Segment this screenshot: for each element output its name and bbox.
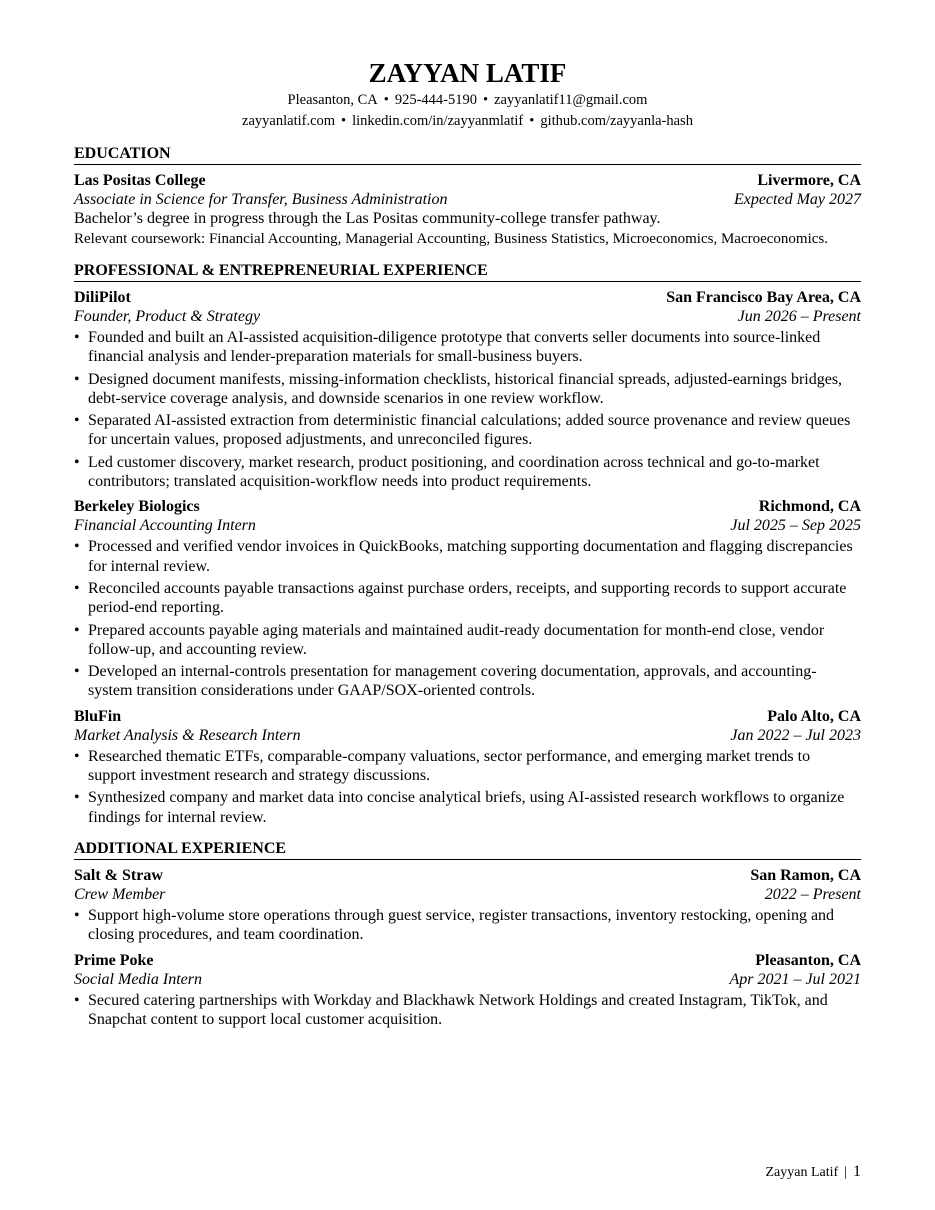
bullet-text: Reconciled accounts payable transactions against purchase orders, receipts, and supporting records to support accurate period-end reporting.: [88, 579, 847, 617]
bullet-list: [74, 328, 861, 491]
bullet-separator: •: [383, 92, 389, 108]
contact-phone: 925-444-5190: [394, 92, 478, 108]
entry-organization: Las Positas College: [74, 172, 206, 189]
entry-role: Market Analysis & Research Intern: [74, 726, 301, 744]
entry-role: Social Media Intern: [74, 970, 202, 988]
bullet-item: [74, 411, 861, 450]
section-title: ADDITIONAL EXPERIENCE: [74, 839, 861, 860]
entry-location: Pleasanton, CA: [755, 951, 861, 969]
entry-header: [74, 288, 861, 307]
entry-dates: Jul 2025 – Sep 2025: [730, 517, 861, 535]
section: [74, 261, 861, 827]
bullet-dot-icon: •: [74, 329, 80, 346]
bullet-dot-icon: •: [74, 663, 80, 681]
entry-header: [74, 171, 861, 190]
bullet-dot-icon: •: [74, 621, 80, 639]
footer-divider: |: [844, 1165, 847, 1180]
bullet-item: [74, 788, 861, 827]
bullet-dot-icon: •: [74, 538, 80, 556]
contact-line-1: [74, 90, 861, 111]
entry: [74, 171, 861, 249]
entry-subheader: [74, 970, 861, 989]
contact-email[interactable]: zayyanlatif11@gmail.com: [494, 92, 648, 108]
bullet-list: [74, 537, 861, 700]
entry: [74, 866, 861, 945]
entry-dates: Apr 2021 – Jul 2021: [729, 970, 861, 988]
entry-location: Palo Alto, CA: [767, 707, 861, 725]
entry-dates: Jan 2022 – Jul 2023: [730, 726, 861, 744]
bullet-text: Support high-volume store operations through guest service, register transactions, inventory restocking, opening and closing procedures, and team coordination.: [88, 906, 835, 944]
bullet-text: Led customer discovery, market research, product positioning, and coordination across technical and go-to-market contributors; translated acquisition-workflow needs into product requirements.: [88, 453, 820, 491]
bullet-list: [74, 906, 861, 945]
bullet-separator: •: [341, 113, 347, 129]
bullet-item: [74, 453, 861, 492]
entry-subheader: [74, 885, 861, 904]
entry-subheader: [74, 726, 861, 745]
bullet-list: [74, 747, 861, 827]
bullet-item: [74, 662, 861, 701]
entry-role: Founder, Product & Strategy: [74, 308, 261, 325]
bullet-dot-icon: •: [74, 370, 80, 388]
contact-line-2: [74, 111, 861, 132]
bullet-text: Prepared accounts payable aging materials and maintained audit-ready documentation for month-end close, vendor follow-up, and accounting review.: [88, 621, 825, 658]
entry: [74, 951, 861, 1030]
bullet-text: Secured catering partnerships with Workday and Blackhawk Network Holdings and created Instagram, TikTok, and Snapchat content to support local customer acquisition.: [88, 991, 828, 1028]
entry-header: [74, 866, 861, 885]
entry-dates: Jun 2026 – Present: [737, 308, 861, 325]
entry-organization: BluFin: [74, 707, 122, 725]
page-footer: [766, 1162, 862, 1183]
page-number: 1: [853, 1163, 861, 1180]
bullet-dot-icon: •: [74, 789, 80, 807]
bullet-separator: •: [529, 113, 535, 129]
entry-subheader: [74, 516, 861, 535]
resume-page: [74, 56, 861, 1035]
entry: [74, 288, 861, 491]
entry-role: Associate in Science for Transfer, Business Administration: [74, 191, 448, 208]
entry-role: Financial Accounting Intern: [74, 517, 256, 535]
bullet-text: Researched thematic ETFs, comparable-company valuations, sector performance, and emerging market trends to support investment research and strategy discussions.: [88, 747, 811, 785]
contact-website[interactable]: zayyanlatif.com: [242, 113, 336, 129]
entry-organization: DiliPilot: [74, 289, 131, 306]
entry-organization: Prime Poke: [74, 951, 154, 969]
entry-detail-line: Bachelor’s degree in progress through the Las Positas community-college transfer pathway.: [74, 210, 661, 227]
bullet-text: Developed an internal-controls presentation for management covering documentation, approvals, and accounting-system transition considerations under GAAP/SOX-oriented controls.: [88, 663, 817, 700]
bullet-text: Designed document manifests, missing-information checklists, historical financial spreads, adjusted-earnings bridges, debt-service coverage analysis, and downside scenarios in one review workflow.: [88, 370, 843, 407]
entry-organization: Berkeley Biologics: [74, 498, 200, 516]
bullet-item: [74, 747, 861, 786]
entry: [74, 707, 861, 827]
entry-location: San Ramon, CA: [750, 866, 861, 884]
bullet-item: [74, 579, 861, 618]
bullet-item: [74, 328, 861, 367]
candidate-name: ZAYYAN LATIF: [368, 58, 567, 88]
entry-location: Livermore, CA: [757, 172, 861, 189]
bullet-item: [74, 370, 861, 409]
bullet-item: [74, 621, 861, 660]
section-title: PROFESSIONAL & ENTREPRENEURIAL EXPERIENCE: [74, 261, 861, 282]
contact-linkedin[interactable]: linkedin.com/in/zayyanmlatif: [352, 113, 524, 129]
bullet-dot-icon: •: [74, 747, 80, 765]
bullet-item: [74, 991, 861, 1030]
section: [74, 144, 861, 249]
section-title: EDUCATION: [74, 144, 861, 165]
entry-subheader: [74, 190, 861, 209]
bullet-text: Separated AI-assisted extraction from deterministic financial calculations; added source provenance and review queues for uncertain values, proposed adjustments, and unreconciled figures.: [88, 412, 851, 449]
bullet-item: [74, 906, 861, 945]
entry-location: San Francisco Bay Area, CA: [666, 289, 861, 306]
entry-header: [74, 951, 861, 970]
bullet-text: Synthesized company and market data into concise analytical briefs, using AI-assisted research workflows to organize findings for internal review.: [88, 789, 845, 826]
entry-location: Richmond, CA: [758, 498, 861, 516]
entry: [74, 497, 861, 700]
bullet-text: Processed and verified vendor invoices in QuickBooks, matching supporting documentation and flagging discrepancies for internal review.: [88, 538, 853, 575]
entry-dates: Expected May 2027: [733, 191, 861, 208]
bullet-dot-icon: •: [74, 991, 80, 1009]
bullet-dot-icon: •: [74, 579, 80, 597]
bullet-dot-icon: •: [74, 412, 80, 430]
contact-github[interactable]: github.com/zayyanla-hash: [540, 113, 693, 129]
footer-name: Zayyan Latif: [765, 1165, 839, 1180]
section: [74, 839, 861, 1029]
entry-subheader: [74, 307, 861, 326]
bullet-dot-icon: •: [74, 906, 80, 924]
entry-header: [74, 707, 861, 726]
bullet-list: [74, 991, 861, 1030]
entry-organization: Salt & Straw: [74, 866, 163, 884]
bullet-separator: •: [483, 92, 489, 108]
bullet-text: Founded and built an AI-assisted acquisition-diligence prototype that converts seller documents into source-linked financial analysis and lender-preparation materials for small-business buyers.: [88, 329, 821, 366]
bullet-dot-icon: •: [74, 453, 80, 471]
entry-detail-line: Relevant coursework: Financial Accounting, Managerial Accounting, Business Statistics, Microeconomics, Macroeconomics.: [74, 231, 828, 247]
resume-sections: [74, 144, 861, 1029]
entry-header: [74, 497, 861, 516]
entry-role: Crew Member: [74, 885, 166, 903]
contact-location: Pleasanton, CA: [287, 92, 378, 108]
entry-dates: 2022 – Present: [764, 885, 861, 903]
bullet-item: [74, 537, 861, 576]
